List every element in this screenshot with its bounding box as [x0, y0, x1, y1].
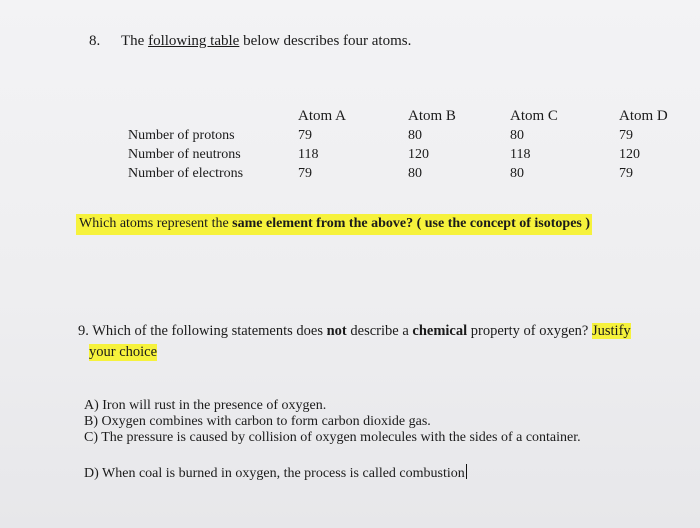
- table-cell: 79: [619, 128, 633, 143]
- column-header-atom-b: Atom B: [408, 108, 456, 124]
- table-cell: 80: [408, 166, 422, 181]
- option-c: C) The pressure is caused by collision of oxygen molecules with the sides of a container.: [84, 430, 581, 445]
- table-column-atom-c: [510, 107, 558, 183]
- table-cell: 80: [510, 166, 524, 181]
- option-d-line[interactable]: [84, 464, 467, 482]
- question-9-not: not: [326, 323, 347, 339]
- option-b: B) Oxygen combines with carbon to form carbon dioxide gas.: [84, 414, 431, 429]
- question-8-question-bold: same element from the above?: [232, 216, 414, 231]
- question-9-prompt-start: 9. Which of the following statements does: [78, 323, 327, 339]
- row-label-protons: Number of protons: [128, 128, 235, 143]
- table-column-atom-d: [619, 107, 668, 183]
- table-cell: 79: [619, 166, 633, 181]
- column-header-atom-a: Atom A: [298, 108, 346, 124]
- table-cell: 80: [408, 128, 422, 143]
- table-cell: 79: [298, 128, 312, 143]
- option-d: D) When coal is burned in oxygen, the process is called combustion: [84, 466, 465, 481]
- table-cell: 80: [510, 128, 524, 143]
- row-label-neutrons: Number of neutrons: [128, 147, 241, 162]
- table-cell: 118: [510, 147, 531, 162]
- option-a: A) Iron will rust in the presence of oxygen.: [84, 398, 327, 413]
- question-9-prompt: [78, 323, 631, 340]
- question-8-underlined-text: following table: [148, 33, 240, 49]
- question-8-prompt-start: The: [121, 33, 149, 49]
- table-cell: 120: [619, 147, 640, 162]
- question-9-your-choice-highlight: your choice: [89, 344, 158, 360]
- question-8-prompt: [121, 33, 411, 50]
- question-8-prompt-end: below describes four atoms.: [239, 33, 412, 49]
- question-8-question-hint: ( use the concept of isotopes ): [413, 216, 591, 231]
- question-9-prompt-end: property of oxygen?: [467, 323, 592, 339]
- table-column-atom-b: [408, 107, 456, 183]
- table-row-labels: [128, 126, 243, 183]
- text-cursor: [466, 464, 467, 479]
- question-8-number: 8.: [89, 33, 101, 49]
- question-8-question-start: Which atoms represent the: [79, 216, 233, 231]
- column-header-atom-d: Atom D: [619, 108, 668, 124]
- table-cell: 120: [408, 147, 429, 162]
- question-9-chemical: chemical: [412, 323, 468, 339]
- table-cell: 118: [298, 147, 319, 162]
- question-8-highlighted-question: [76, 214, 592, 235]
- question-9-prompt-mid: describe a: [346, 323, 413, 339]
- question-9-justify-highlight: Justify: [591, 323, 631, 339]
- table-column-atom-a: [298, 107, 346, 183]
- table-cell: 79: [298, 166, 312, 181]
- column-header-atom-c: Atom C: [510, 108, 558, 124]
- row-label-electrons: Number of electrons: [128, 166, 244, 181]
